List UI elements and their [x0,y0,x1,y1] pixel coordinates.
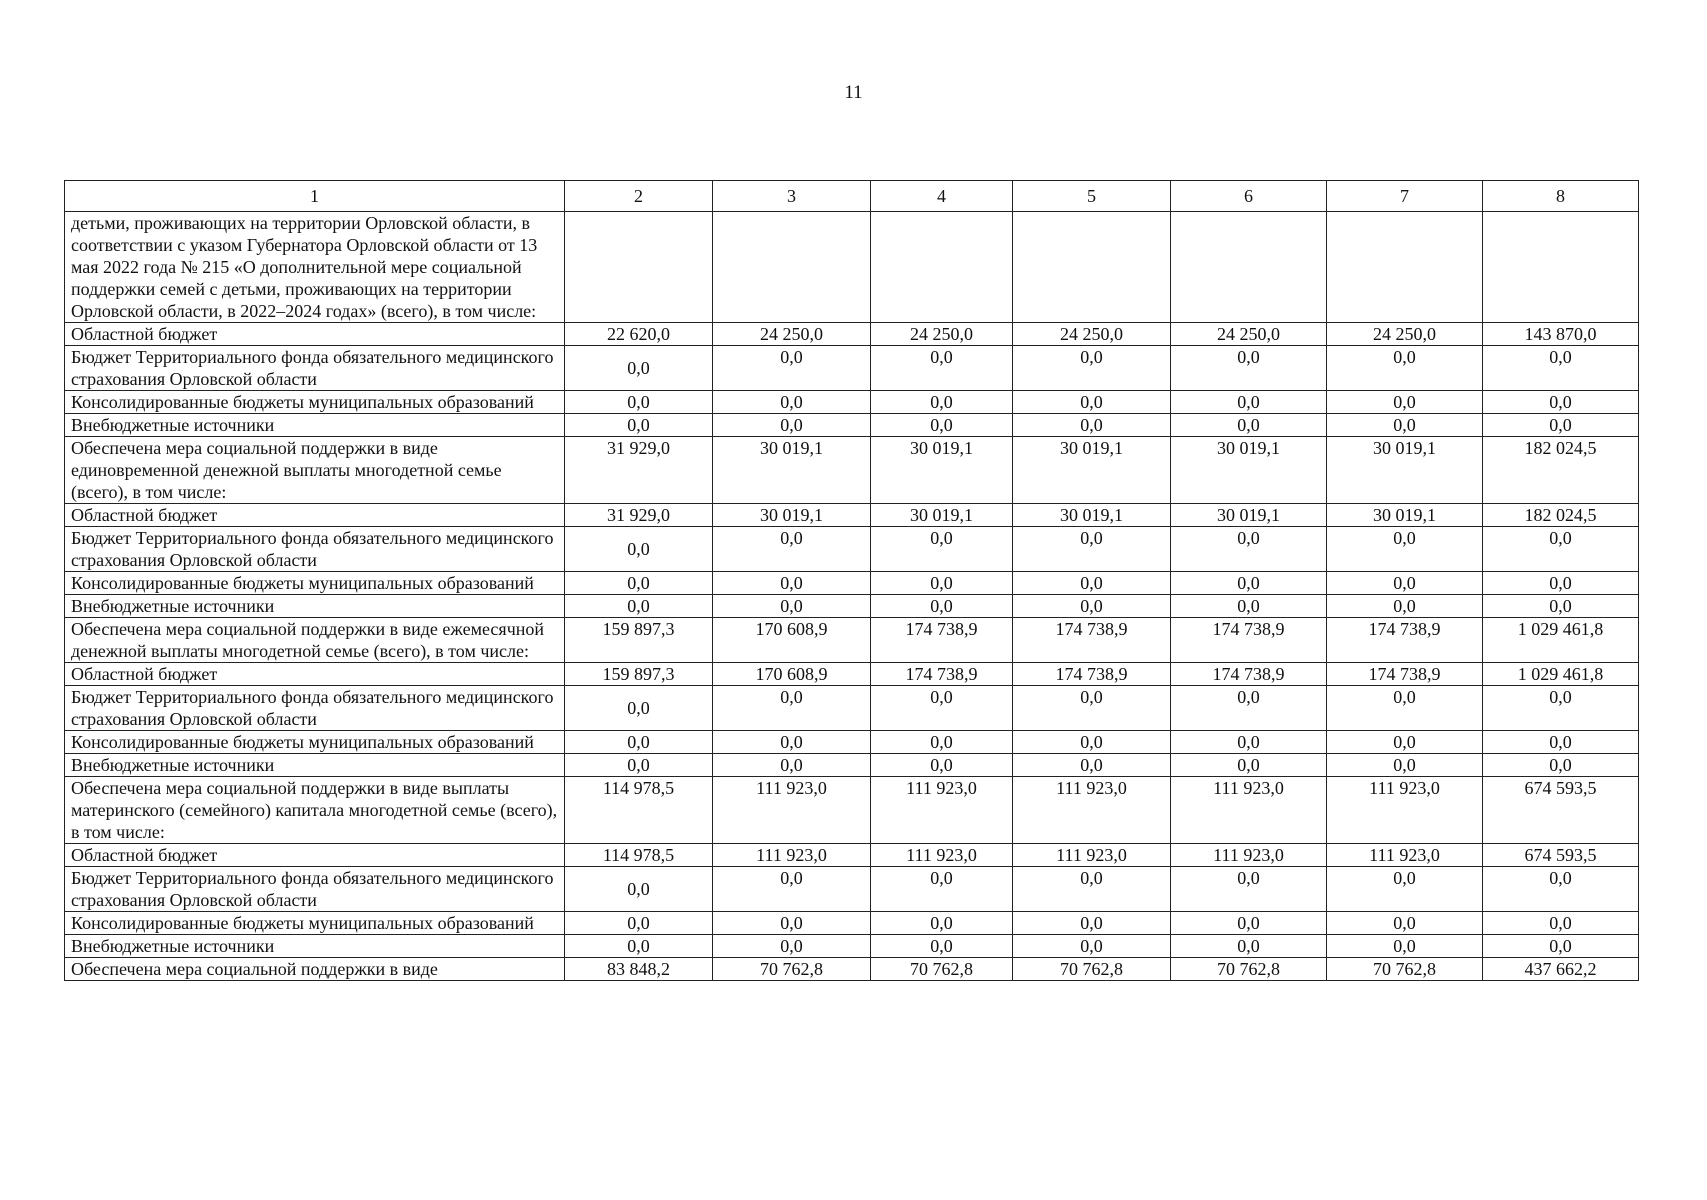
value-cell: 0,0 [1171,414,1327,437]
value-cell [565,212,713,323]
value-cell: 0,0 [1171,912,1327,935]
value-cell: 0,0 [1171,391,1327,414]
table-row [65,212,1639,323]
table-row [65,323,1639,346]
value-cell: 114 978,5 [565,777,713,844]
value-cell: 0,0 [1171,595,1327,618]
value-cell: 170 608,9 [713,663,871,686]
value-cell: 1 029 461,8 [1483,663,1639,686]
value-cell: 0,0 [713,346,871,391]
value-cell: 0,0 [871,414,1013,437]
row-label: Консолидированные бюджеты муниципальных образований [65,572,565,595]
value-cell: 0,0 [1327,867,1483,912]
value-cell: 0,0 [871,527,1013,572]
value-cell: 30 019,1 [1171,504,1327,527]
value-cell: 174 738,9 [1171,663,1327,686]
value-cell: 0,0 [871,391,1013,414]
value-cell: 30 019,1 [1013,504,1171,527]
value-cell: 174 738,9 [1171,618,1327,663]
value-cell: 24 250,0 [713,323,871,346]
value-cell: 30 019,1 [713,504,871,527]
column-header: 3 [713,181,871,212]
value-cell: 31 929,0 [565,437,713,504]
table-row [65,437,1639,504]
row-label: Внебюджетные источники [65,414,565,437]
table-row [65,777,1639,844]
value-cell: 674 593,5 [1483,844,1639,867]
value-cell: 0,0 [1327,572,1483,595]
row-label: Областной бюджет [65,663,565,686]
value-cell: 70 762,8 [1013,958,1171,981]
value-cell: 0,0 [1013,346,1171,391]
value-cell: 114 978,5 [565,844,713,867]
value-cell: 0,0 [713,391,871,414]
value-cell: 0,0 [565,935,713,958]
value-cell: 0,0 [713,935,871,958]
value-cell: 0,0 [1327,391,1483,414]
value-cell: 0,0 [565,527,713,572]
value-cell: 111 923,0 [1327,844,1483,867]
value-cell: 182 024,5 [1483,437,1639,504]
value-cell: 0,0 [871,595,1013,618]
value-cell: 0,0 [1171,527,1327,572]
row-label: Областной бюджет [65,323,565,346]
value-cell: 174 738,9 [1327,663,1483,686]
table-row [65,686,1639,731]
table-row [65,391,1639,414]
value-cell: 24 250,0 [871,323,1013,346]
table-row [65,912,1639,935]
value-cell: 0,0 [871,346,1013,391]
value-cell: 24 250,0 [1327,323,1483,346]
column-header: 6 [1171,181,1327,212]
value-cell: 0,0 [1013,595,1171,618]
budget-table [64,180,1639,981]
value-cell: 30 019,1 [1171,437,1327,504]
value-cell: 0,0 [1171,346,1327,391]
row-label: Консолидированные бюджеты муниципальных образований [65,731,565,754]
value-cell: 0,0 [871,867,1013,912]
row-label: Обеспечена мера социальной поддержки в виде выплаты материнского (семейного) капитала многодетной семье (всего), в том числе: [65,777,565,844]
row-label: Консолидированные бюджеты муниципальных образований [65,391,565,414]
value-cell: 111 923,0 [871,777,1013,844]
page-number: 11 [844,82,863,103]
table-row [65,935,1639,958]
value-cell: 0,0 [1327,346,1483,391]
table-row [65,527,1639,572]
value-cell: 0,0 [565,867,713,912]
value-cell: 0,0 [565,391,713,414]
value-cell: 437 662,2 [1483,958,1639,981]
value-cell: 0,0 [1013,935,1171,958]
value-cell: 0,0 [1327,935,1483,958]
column-header: 1 [65,181,565,212]
value-cell: 0,0 [1483,754,1639,777]
value-cell [713,212,871,323]
value-cell: 111 923,0 [1013,844,1171,867]
row-label: Бюджет Территориального фонда обязательного медицинского страхования Орловской области [65,867,565,912]
value-cell: 0,0 [1327,527,1483,572]
value-cell: 0,0 [1483,572,1639,595]
value-cell: 0,0 [871,912,1013,935]
row-label: Бюджет Территориального фонда обязательного медицинского страхования Орловской области [65,346,565,391]
value-cell: 0,0 [1013,731,1171,754]
table-row [65,958,1639,981]
value-cell: 0,0 [1483,935,1639,958]
value-cell: 0,0 [1171,935,1327,958]
table-row [65,844,1639,867]
value-cell: 174 738,9 [1013,663,1171,686]
value-cell: 70 762,8 [1171,958,1327,981]
table-row [65,731,1639,754]
row-label: Областной бюджет [65,844,565,867]
value-cell: 0,0 [1013,686,1171,731]
value-cell: 0,0 [713,414,871,437]
value-cell: 0,0 [713,867,871,912]
value-cell: 0,0 [713,595,871,618]
value-cell: 0,0 [1171,867,1327,912]
value-cell: 170 608,9 [713,618,871,663]
value-cell: 30 019,1 [713,437,871,504]
row-label: Внебюджетные источники [65,935,565,958]
value-cell: 70 762,8 [713,958,871,981]
value-cell: 0,0 [713,731,871,754]
value-cell: 0,0 [1171,686,1327,731]
row-label: Обеспечена мера социальной поддержки в виде [65,958,565,981]
value-cell: 0,0 [565,595,713,618]
value-cell: 70 762,8 [871,958,1013,981]
value-cell: 111 923,0 [713,777,871,844]
value-cell: 0,0 [1013,912,1171,935]
value-cell: 159 897,3 [565,618,713,663]
value-cell: 0,0 [1483,346,1639,391]
table-row [65,754,1639,777]
value-cell: 0,0 [565,346,713,391]
value-cell: 111 923,0 [1171,844,1327,867]
row-label: Бюджет Территориального фонда обязательного медицинского страхования Орловской области [65,527,565,572]
value-cell: 0,0 [565,754,713,777]
value-cell: 174 738,9 [1327,618,1483,663]
value-cell: 0,0 [1327,686,1483,731]
value-cell: 0,0 [1483,414,1639,437]
value-cell: 111 923,0 [871,844,1013,867]
value-cell: 0,0 [1013,391,1171,414]
header-row [65,181,1639,212]
value-cell: 30 019,1 [1327,437,1483,504]
column-header: 5 [1013,181,1171,212]
value-cell: 24 250,0 [1171,323,1327,346]
value-cell: 31 929,0 [565,504,713,527]
value-cell: 0,0 [1327,754,1483,777]
table-body [65,212,1639,981]
value-cell: 0,0 [565,414,713,437]
value-cell: 0,0 [871,935,1013,958]
value-cell: 0,0 [1013,572,1171,595]
value-cell: 0,0 [713,686,871,731]
value-cell: 0,0 [1327,731,1483,754]
column-header: 7 [1327,181,1483,212]
row-label: Обеспечена мера социальной поддержки в виде ежемесячной денежной выплаты многодетной семье (всего), в том числе: [65,618,565,663]
value-cell: 22 620,0 [565,323,713,346]
row-label: Областной бюджет [65,504,565,527]
column-header: 8 [1483,181,1639,212]
value-cell: 0,0 [871,731,1013,754]
value-cell: 0,0 [713,754,871,777]
value-cell: 0,0 [1483,912,1639,935]
value-cell: 143 870,0 [1483,323,1639,346]
value-cell: 0,0 [1013,527,1171,572]
row-label: детьми, проживающих на территории Орловской области, в соответствии с указом Губернатора Орловской области от 13 мая 2022 года № 215 «О дополнительной мере социальной поддержки семей с детьми, проживающих на территории Орловской области, в 2022–2024 годах» (всего), в том числе: [65,212,565,323]
value-cell: 159 897,3 [565,663,713,686]
row-label: Консолидированные бюджеты муниципальных образований [65,912,565,935]
value-cell [1171,212,1327,323]
value-cell: 30 019,1 [1013,437,1171,504]
value-cell: 0,0 [871,686,1013,731]
value-cell: 0,0 [713,572,871,595]
value-cell: 30 019,1 [1327,504,1483,527]
value-cell: 0,0 [565,572,713,595]
table-row [65,595,1639,618]
value-cell: 111 923,0 [1013,777,1171,844]
row-label: Внебюджетные источники [65,595,565,618]
value-cell: 0,0 [1013,414,1171,437]
value-cell: 0,0 [1171,754,1327,777]
value-cell: 111 923,0 [713,844,871,867]
value-cell: 0,0 [1483,731,1639,754]
value-cell: 674 593,5 [1483,777,1639,844]
value-cell: 30 019,1 [871,437,1013,504]
value-cell: 0,0 [1013,867,1171,912]
value-cell: 0,0 [1483,527,1639,572]
value-cell: 0,0 [1483,595,1639,618]
row-label: Внебюджетные источники [65,754,565,777]
value-cell [871,212,1013,323]
table-row [65,663,1639,686]
table-row [65,346,1639,391]
value-cell: 0,0 [565,731,713,754]
value-cell: 0,0 [1483,867,1639,912]
row-label: Обеспечена мера социальной поддержки в виде единовременной денежной выплаты многодетной семье (всего), в том числе: [65,437,565,504]
value-cell: 0,0 [1483,391,1639,414]
value-cell: 0,0 [1327,414,1483,437]
value-cell: 83 848,2 [565,958,713,981]
table-row [65,867,1639,912]
value-cell: 0,0 [1013,754,1171,777]
value-cell: 0,0 [1483,686,1639,731]
table-row [65,504,1639,527]
column-header: 4 [871,181,1013,212]
value-cell: 0,0 [565,912,713,935]
value-cell: 0,0 [565,686,713,731]
value-cell: 174 738,9 [871,618,1013,663]
value-cell [1013,212,1171,323]
value-cell: 1 029 461,8 [1483,618,1639,663]
value-cell: 0,0 [1171,731,1327,754]
row-label: Бюджет Территориального фонда обязательного медицинского страхования Орловской области [65,686,565,731]
value-cell: 70 762,8 [1327,958,1483,981]
table-row [65,618,1639,663]
value-cell: 0,0 [871,572,1013,595]
column-header: 2 [565,181,713,212]
value-cell: 174 738,9 [1013,618,1171,663]
value-cell: 111 923,0 [1327,777,1483,844]
value-cell: 0,0 [1171,572,1327,595]
value-cell: 30 019,1 [871,504,1013,527]
value-cell: 24 250,0 [1013,323,1171,346]
value-cell: 0,0 [871,754,1013,777]
value-cell: 0,0 [1327,912,1483,935]
value-cell [1327,212,1483,323]
table-row [65,414,1639,437]
value-cell: 0,0 [713,912,871,935]
value-cell: 182 024,5 [1483,504,1639,527]
value-cell: 0,0 [713,527,871,572]
value-cell: 111 923,0 [1171,777,1327,844]
value-cell: 174 738,9 [871,663,1013,686]
value-cell [1483,212,1639,323]
table-row [65,572,1639,595]
value-cell: 0,0 [1327,595,1483,618]
